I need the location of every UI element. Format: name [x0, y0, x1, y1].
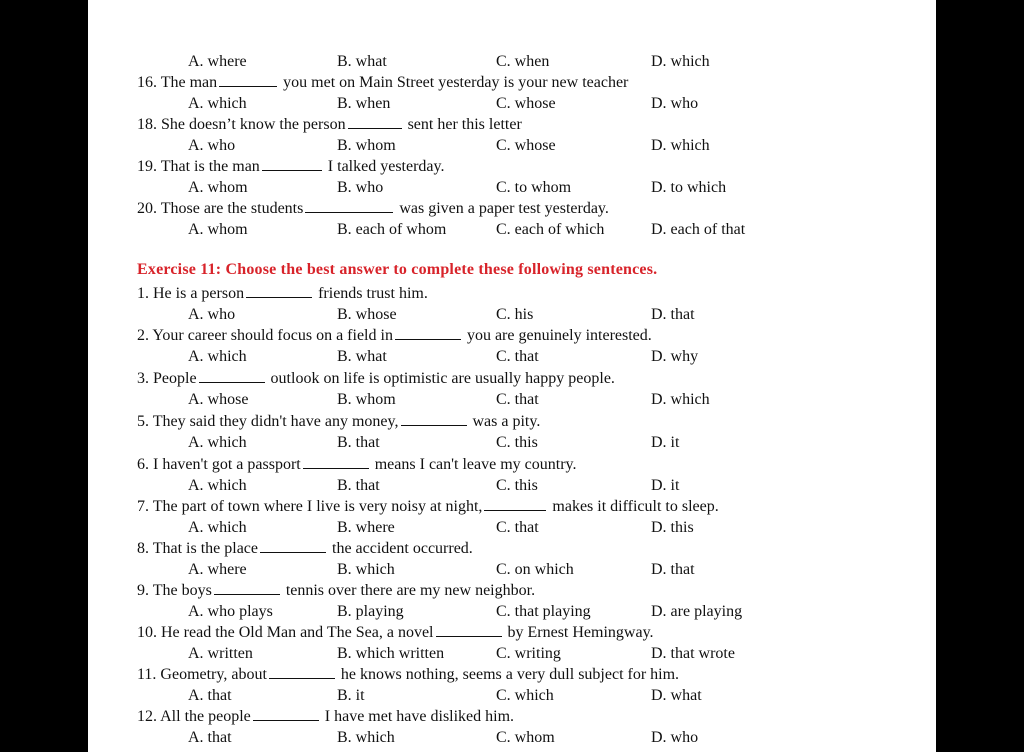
answer-options — [88, 727, 936, 748]
exercise-title: Exercise 11: Choose the best answer to complete these following sentences. — [137, 261, 658, 278]
option-b: B. whom — [337, 391, 396, 408]
question-text: 9. The boys tennis over there are my new neighbor. — [137, 582, 536, 599]
option-c: C. on which — [496, 561, 574, 578]
option-a: A. which — [188, 519, 247, 536]
option-a: A. whom — [188, 221, 248, 238]
question-text: 19. That is the man I talked yesterday. — [137, 158, 445, 175]
question-line — [88, 283, 936, 304]
option-a: A. whose — [188, 391, 249, 408]
option-a: A. where — [188, 53, 247, 70]
question-text: 8. That is the place the accident occurred. — [137, 540, 473, 557]
question-text: 18. She doesn’t know the person sent her this letter — [137, 116, 522, 133]
question-line — [88, 622, 936, 643]
answer-blank — [199, 368, 265, 383]
option-a: A. written — [188, 645, 253, 662]
answer-options — [88, 432, 936, 453]
answer-options — [88, 517, 936, 538]
option-c: C. when — [496, 53, 550, 70]
answer-blank — [348, 114, 402, 129]
option-a: A. who — [188, 306, 236, 323]
answer-blank — [246, 283, 312, 298]
option-d: D. which — [651, 137, 710, 154]
option-d: D. to which — [651, 179, 727, 196]
answer-options — [88, 559, 936, 580]
option-c: C. that — [496, 391, 539, 408]
option-b: B. which — [337, 729, 395, 746]
option-c: C. writing — [496, 645, 561, 662]
question-text: 20. Those are the students was given a paper test yesterday. — [137, 200, 609, 217]
option-b: B. each of whom — [337, 221, 447, 238]
option-c: C. that playing — [496, 603, 591, 620]
option-a: A. which — [188, 434, 247, 451]
question-line — [88, 198, 936, 219]
option-b: B. what — [337, 53, 387, 70]
answer-options — [88, 219, 936, 240]
option-d: D. are playing — [651, 603, 743, 620]
option-d: D. that — [651, 306, 695, 323]
option-b: B. whose — [337, 306, 397, 323]
question-text: 12. All the people I have met have disliked him. — [137, 708, 515, 725]
answer-options — [88, 685, 936, 706]
question-line — [88, 156, 936, 177]
option-c: C. whose — [496, 137, 556, 154]
question-line — [88, 496, 936, 517]
answer-options — [88, 93, 936, 114]
question-line — [88, 325, 936, 346]
option-a: A. that — [188, 687, 232, 704]
option-d: D. which — [651, 53, 710, 70]
option-b: B. which — [337, 561, 395, 578]
question-text: 16. The man you met on Main Street yesterday is your new teacher — [137, 74, 629, 91]
answer-options — [88, 475, 936, 496]
answer-options — [88, 51, 936, 72]
option-a: A. which — [188, 348, 247, 365]
answer-blank — [395, 325, 461, 340]
option-d: D. who — [651, 729, 699, 746]
answer-blank — [260, 538, 326, 553]
option-c: C. that — [496, 348, 539, 365]
option-a: A. who — [188, 137, 236, 154]
option-b: B. what — [337, 348, 387, 365]
option-a: A. which — [188, 477, 247, 494]
option-c: C. that — [496, 519, 539, 536]
answer-options — [88, 177, 936, 198]
option-d: D. which — [651, 391, 710, 408]
answer-blank — [401, 411, 467, 426]
answer-options — [88, 389, 936, 410]
option-b: B. which written — [337, 645, 445, 662]
answer-options — [88, 135, 936, 156]
option-c: C. this — [496, 477, 538, 494]
answer-options — [88, 643, 936, 664]
option-d: D. what — [651, 687, 702, 704]
option-b: B. who — [337, 179, 384, 196]
question-text: 6. I haven't got a passport means I can't leave my country. — [137, 456, 577, 473]
question-line — [88, 411, 936, 432]
option-c: C. his — [496, 306, 534, 323]
question-line — [88, 664, 936, 685]
answer-options — [88, 304, 936, 325]
option-c: C. this — [496, 434, 538, 451]
question-text: 5. They said they didn't have any money, was a pity. — [137, 413, 541, 430]
option-b: B. it — [337, 687, 365, 704]
option-d: D. it — [651, 477, 680, 494]
option-c: C. each of which — [496, 221, 605, 238]
option-b: B. when — [337, 95, 391, 112]
question-line — [88, 454, 936, 475]
option-a: A. whom — [188, 179, 248, 196]
option-c: C. whose — [496, 95, 556, 112]
option-b: B. playing — [337, 603, 404, 620]
option-d: D. why — [651, 348, 699, 365]
answer-blank — [214, 580, 280, 595]
option-a: A. which — [188, 95, 247, 112]
option-b: B. where — [337, 519, 395, 536]
question-text: 10. He read the Old Man and The Sea, a novel by Ernest Hemingway. — [137, 624, 654, 641]
answer-blank — [484, 496, 546, 511]
worksheet-page — [88, 0, 936, 752]
question-text: 3. People outlook on life is optimistic are usually happy people. — [137, 370, 615, 387]
answer-blank — [305, 198, 393, 213]
option-d: D. that wrote — [651, 645, 735, 662]
option-d: D. it — [651, 434, 680, 451]
answer-blank — [436, 622, 502, 637]
option-a: A. that — [188, 729, 232, 746]
question-text: 11. Geometry, about he knows nothing, seems a very dull subject for him. — [137, 666, 680, 683]
option-b: B. that — [337, 477, 380, 494]
option-c: C. whom — [496, 729, 555, 746]
answer-options — [88, 601, 936, 622]
option-c: C. to whom — [496, 179, 572, 196]
option-a: A. who plays — [188, 603, 273, 620]
question-line — [88, 706, 936, 727]
question-line — [88, 580, 936, 601]
answer-blank — [303, 454, 369, 469]
question-line — [88, 538, 936, 559]
option-d: D. who — [651, 95, 699, 112]
option-b: B. whom — [337, 137, 396, 154]
option-d: D. each of that — [651, 221, 746, 238]
answer-blank — [262, 156, 322, 171]
answer-options — [88, 346, 936, 367]
question-line — [88, 368, 936, 389]
option-c: C. which — [496, 687, 554, 704]
question-line — [88, 114, 936, 135]
question-line — [88, 72, 936, 93]
option-d: D. this — [651, 519, 694, 536]
option-b: B. that — [337, 434, 380, 451]
question-text: 2. Your career should focus on a field in you are genuinely interested. — [137, 327, 652, 344]
option-a: A. where — [188, 561, 247, 578]
answer-blank — [219, 72, 277, 87]
answer-blank — [253, 706, 319, 721]
question-text: 7. The part of town where I live is very noisy at night, makes it difficult to sleep. — [137, 498, 719, 515]
option-d: D. that — [651, 561, 695, 578]
question-text: 1. He is a person friends trust him. — [137, 285, 428, 302]
answer-blank — [269, 664, 335, 679]
